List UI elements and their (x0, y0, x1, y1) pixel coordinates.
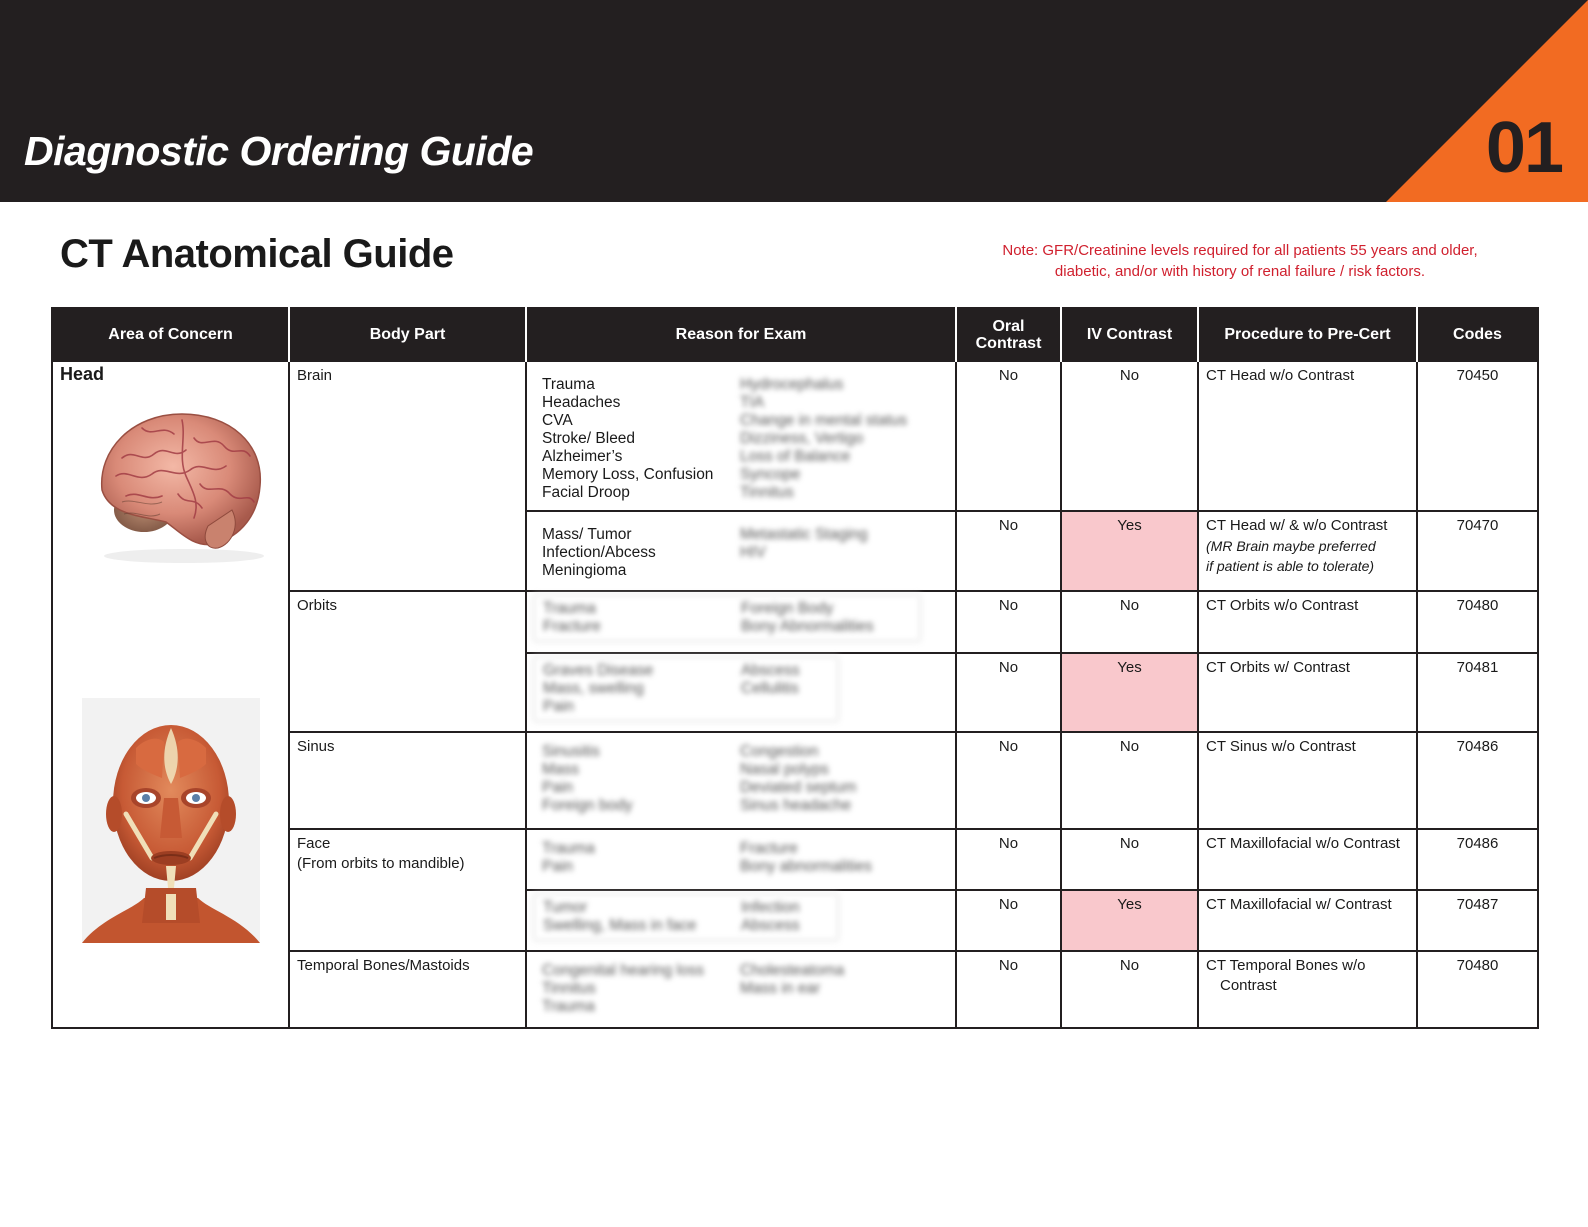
reason-item-blurred: Tinnitus (740, 484, 794, 501)
code-cell: 70486 (1417, 732, 1538, 829)
col-header-reason: Reason for Exam (526, 308, 956, 361)
body-part-cell (289, 732, 526, 829)
reason-item-blurred: Foreign Body (741, 600, 834, 617)
reason-item-blurred: Mass (542, 760, 580, 778)
reason-item-blurred: Sinusitis (542, 742, 600, 760)
header-row (52, 308, 1538, 361)
reason-cell (526, 511, 956, 591)
reason-item-blurred: Hydrocephalus (740, 376, 844, 393)
reason-item-blurred: HIV (740, 544, 766, 561)
iv-contrast-cell: Yes (1061, 653, 1198, 732)
col-header-text: Oral (992, 317, 1025, 335)
reason-cell (526, 653, 956, 732)
reason-item-blurred: Infection (741, 899, 800, 916)
page-title: CT Anatomical Guide (60, 232, 454, 276)
reason-item: Trauma (542, 376, 595, 393)
body-part-face: Face (297, 834, 331, 852)
reason-item-blurred: Graves Disease (543, 661, 654, 679)
reason-item: Stroke/ Bleed (542, 430, 636, 447)
reason-item-blurred: Cholesteatoma (740, 962, 845, 979)
iv-contrast-cell: No (1061, 951, 1198, 1028)
reason-item-blurred: Metastatic Staging (740, 526, 868, 543)
code-cell: 70450 (1417, 361, 1538, 511)
iv-contrast-cell: No (1061, 361, 1198, 511)
reason-cell (526, 591, 956, 653)
reason-item: Memory Loss, Confusion (542, 466, 714, 483)
reason-item-blurred: Abscess (741, 661, 800, 679)
reason-item-blurred: Abscess (741, 917, 800, 934)
reason-item-blurred: Tinnitus (542, 980, 596, 997)
header-banner (0, 0, 1588, 202)
oral-contrast-cell: No (956, 829, 1061, 891)
col-header-codes: Codes (1417, 308, 1538, 361)
reason-item: Headaches (542, 394, 621, 411)
procedure-name: CT Temporal Bones w/o (1206, 957, 1366, 974)
col-header-text: Contrast (975, 334, 1042, 352)
reason-cell (526, 829, 956, 891)
oral-contrast-cell: No (956, 361, 1061, 511)
ct-guide-table (51, 307, 1539, 1029)
procedure-cell: CT Sinus w/o Contrast (1198, 732, 1417, 829)
reason-item-blurred: Nasal polyps (740, 760, 829, 778)
iv-contrast-cell: Yes (1061, 511, 1198, 591)
procedure-name: CT Head w/ & w/o Contrast (1206, 517, 1388, 534)
note-line: diabetic, and/or with history of renal failure / risk factors. (1054, 263, 1426, 280)
code-cell: 70480 (1417, 591, 1538, 653)
procedure-note: (MR Brain maybe preferred (1206, 538, 1376, 554)
area-cell (52, 361, 289, 1028)
reason-cell (526, 732, 956, 829)
procedure-cell: CT Orbits w/ Contrast (1198, 653, 1417, 732)
reason-item: Facial Droop (542, 484, 630, 501)
reason-item: Infection/Abcess (542, 544, 656, 561)
reason-item-blurred: Syncope (740, 466, 801, 483)
reason-item-blurred: Foreign body (542, 796, 633, 814)
reason-item-blurred: Swelling, Mass in face (543, 917, 697, 934)
procedure-cell: CT Head w/o Contrast (1198, 361, 1417, 511)
reason-item-blurred: Tumor (543, 899, 588, 916)
reason-item-blurred: Fracture (543, 618, 601, 635)
reason-item-blurred: Sinus headache (740, 796, 852, 814)
oral-contrast-cell: No (956, 511, 1061, 591)
procedure-note: if patient is able to tolerate) (1206, 558, 1375, 574)
reason-item-blurred: Fracture (740, 839, 798, 857)
gfr-note (940, 240, 1540, 282)
col-header-body-part: Body Part (289, 308, 526, 361)
face-muscle-image (82, 698, 260, 943)
reason-item-blurred: Dizziness, Vertigo (740, 430, 864, 447)
procedure-name-cont: Contrast (1220, 977, 1277, 994)
reason-item: Mass/ Tumor (542, 526, 632, 543)
reason-item: Alzheimer’s (542, 448, 623, 465)
code-cell: 70480 (1417, 951, 1538, 1028)
body-part-temporal: Temporal Bones/Mastoids (297, 957, 470, 974)
iv-contrast-cell: No (1061, 829, 1198, 891)
reason-item-blurred: Congestion (740, 742, 819, 760)
code-cell: 70486 (1417, 829, 1538, 891)
reason-item-blurred: Deviated septum (740, 778, 857, 796)
code-cell: 70487 (1417, 890, 1538, 951)
reason-item-blurred: Bony Abnormalities (741, 618, 874, 635)
guide-title: Diagnostic Ordering Guide (24, 128, 534, 174)
oral-contrast-cell: No (956, 890, 1061, 951)
reason-item-blurred: Trauma (542, 998, 595, 1015)
reason-item-blurred: Mass in ear (740, 980, 821, 997)
oral-contrast-cell: No (956, 653, 1061, 732)
body-part-brain: Brain (297, 367, 333, 384)
oral-contrast-cell: No (956, 951, 1061, 1028)
reason-item-blurred: Trauma (543, 600, 596, 617)
reason-item-blurred: Congenital hearing loss (542, 962, 704, 979)
area-label: Head (60, 364, 105, 384)
section-number: 01 (1485, 108, 1562, 188)
procedure-cell (1198, 951, 1417, 1028)
col-header-oral-contrast (956, 308, 1061, 361)
col-header-iv-contrast: IV Contrast (1061, 308, 1198, 361)
procedure-cell: CT Orbits w/o Contrast (1198, 591, 1417, 653)
brain-image (82, 398, 278, 566)
body-part-cell (289, 361, 526, 591)
reason-item-blurred: Pain (542, 857, 574, 875)
note-line: Note: GFR/Creatinine levels required for all patients 55 years and older, (1002, 242, 1478, 259)
procedure-cell: CT Maxillofacial w/o Contrast (1198, 829, 1417, 891)
reason-item-blurred: Trauma (542, 839, 595, 857)
reason-item-blurred: TIA (740, 394, 765, 411)
body-part-cell (289, 829, 526, 952)
col-header-procedure: Procedure to Pre-Cert (1198, 308, 1417, 361)
reason-cell (526, 951, 956, 1028)
reason-item-blurred: Mass, swelling (543, 679, 644, 697)
body-part-orbits: Orbits (297, 597, 338, 614)
reason-cell (526, 890, 956, 951)
code-cell: 70470 (1417, 511, 1538, 591)
col-header-area: Area of Concern (52, 308, 289, 361)
reason-item: CVA (542, 412, 573, 429)
reason-item-blurred: Pain (543, 697, 575, 715)
body-part-cell (289, 591, 526, 732)
iv-contrast-cell: Yes (1061, 890, 1198, 951)
procedure-cell (1198, 511, 1417, 591)
reason-item: Meningioma (542, 562, 627, 579)
oral-contrast-cell: No (956, 732, 1061, 829)
table-row (52, 361, 1538, 511)
reason-item-blurred: Change in mental status (740, 412, 908, 429)
body-part-sinus: Sinus (297, 737, 335, 755)
oral-contrast-cell: No (956, 591, 1061, 653)
procedure-cell: CT Maxillofacial w/ Contrast (1198, 890, 1417, 951)
reason-item-blurred: Loss of Balance (740, 448, 851, 465)
reason-item-blurred: Bony abnormalities (740, 857, 872, 875)
body-part-face-detail: (From orbits to mandible) (297, 854, 465, 872)
iv-contrast-cell: No (1061, 732, 1198, 829)
iv-contrast-cell: No (1061, 591, 1198, 653)
reason-item-blurred: Cellulitis (741, 679, 799, 697)
reason-item-blurred: Pain (542, 778, 574, 796)
code-cell: 70481 (1417, 653, 1538, 732)
body-part-cell (289, 951, 526, 1028)
reason-cell (526, 361, 956, 511)
